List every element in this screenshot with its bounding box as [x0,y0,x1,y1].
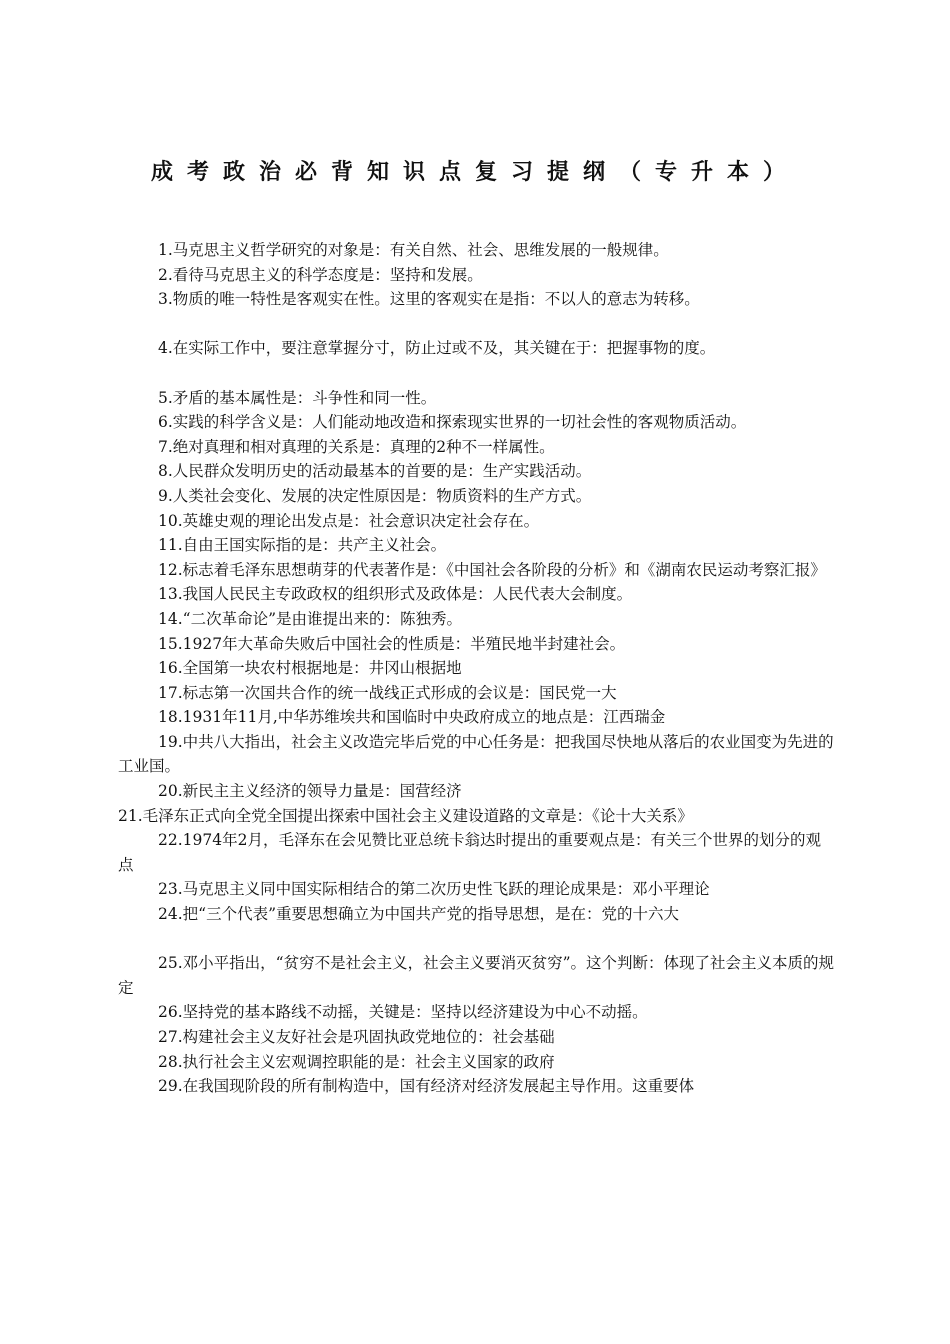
list-item: 6.实践的科学含义是：人们能动地改造和探索现实世界的一切社会性的客观物质活动。 [158,413,747,432]
list-item: 18.1931年11月,中华苏维埃共和国临时中央政府成立的地点是：江西瑞金 [158,708,666,727]
list-item: 1.马克思主义哲学研究的对象是：有关自然、社会、思维发展的一般规律。 [158,241,669,259]
list-item: 23.马克思主义同中国实际相结合的第二次历史性飞跃的理论成果是：邓小平理论 [158,880,710,899]
list-item: 21.毛泽东正式向全党全国提出探索中国社会主义建设道路的文章是：《论十大关系》 [118,806,693,825]
list-item: 3.物质的唯一特性是客观实在性。这里的客观实在是指：不以人的意志为转移。 [158,290,700,309]
list-item: 12.标志着毛泽东思想萌芽的代表著作是：《中国社会各阶段的分析》和《湖南农民运动考察汇报》 [158,560,826,579]
list-item: 13.我国人民民主专政政权的组织形式及政体是：人民代表大会制度。 [158,585,633,604]
list-item: 28.执行社会主义宏观调控职能的是：社会主义国家的政府 [158,1052,555,1071]
list-item: 20.新民主主义经济的领导力量是：国营经济 [158,782,462,801]
list-item: 11.自由王国实际指的是：共产主义社会。 [158,536,447,555]
list-item: 2.看待马克思主义的科学态度是：坚持和发展。 [158,265,483,284]
list-item: 15.1927年大革命失败后中国社会的性质是：半殖民地半封建社会。 [158,634,626,653]
list-item: 9.人类社会变化、发展的决定性原因是：物质资料的生产方式。 [158,486,592,505]
list-item: 8.人民群众发明历史的活动最基本的首要的是：生产实践活动。 [158,462,592,481]
list-item: 14.“二次革命论”是由谁提出来的：陈独秀。 [158,609,462,628]
list-item: 4.在实际工作中，要注意掌握分寸，防止过或不及，其关键在于：把握事物的度。 [158,339,716,358]
list-item: 27.构建社会主义友好社会是巩固执政党地位的：社会基础 [158,1028,555,1046]
document-title: 成考政治必背知识点复习提纲（专升本） [150,159,799,185]
list-item: 26.坚持党的基本路线不动摇，关键是：坚持以经济建设为中心不动摇。 [158,1003,648,1022]
list-item: 7.绝对真理和相对真理的关系是：真理的2种不一样属性。 [158,437,555,456]
list-item: 5.矛盾的基本属性是：斗争性和同一性。 [158,388,437,407]
list-item: 16.全国第一块农村根据地是：井冈山根据地 [158,659,462,678]
list-item: 24.把“三个代表”重要思想确立为中国共产党的指导思想，是在：党的十六大 [158,905,680,924]
list-item: 10.英雄史观的理论出发点是：社会意识决定社会存在。 [158,511,540,530]
list-item: 25.邓小平指出，“贫穷不是社会主义，社会主义要消灭贫穷”。这个判断：体现了社会主义本质的规定 [118,954,835,997]
list-item: 29.在我国现阶段的所有制构造中，国有经济对经济发展起主导作用。这重要体 [158,1077,695,1096]
list-item: 19.中共八大指出，社会主义改造完毕后党的中心任务是：把我国尽快地从落后的农业国变为先进的工业国。 [118,732,834,776]
list-item: 22.1974年2月，毛泽东在会见赞比亚总统卡翁达时提出的重要观点是：有关三个世界的划分的观点 [118,831,821,874]
document-body [118,238,834,1099]
list-item: 17.标志第一次国共合作的统一战线正式形成的会议是：国民党一大 [158,683,617,702]
